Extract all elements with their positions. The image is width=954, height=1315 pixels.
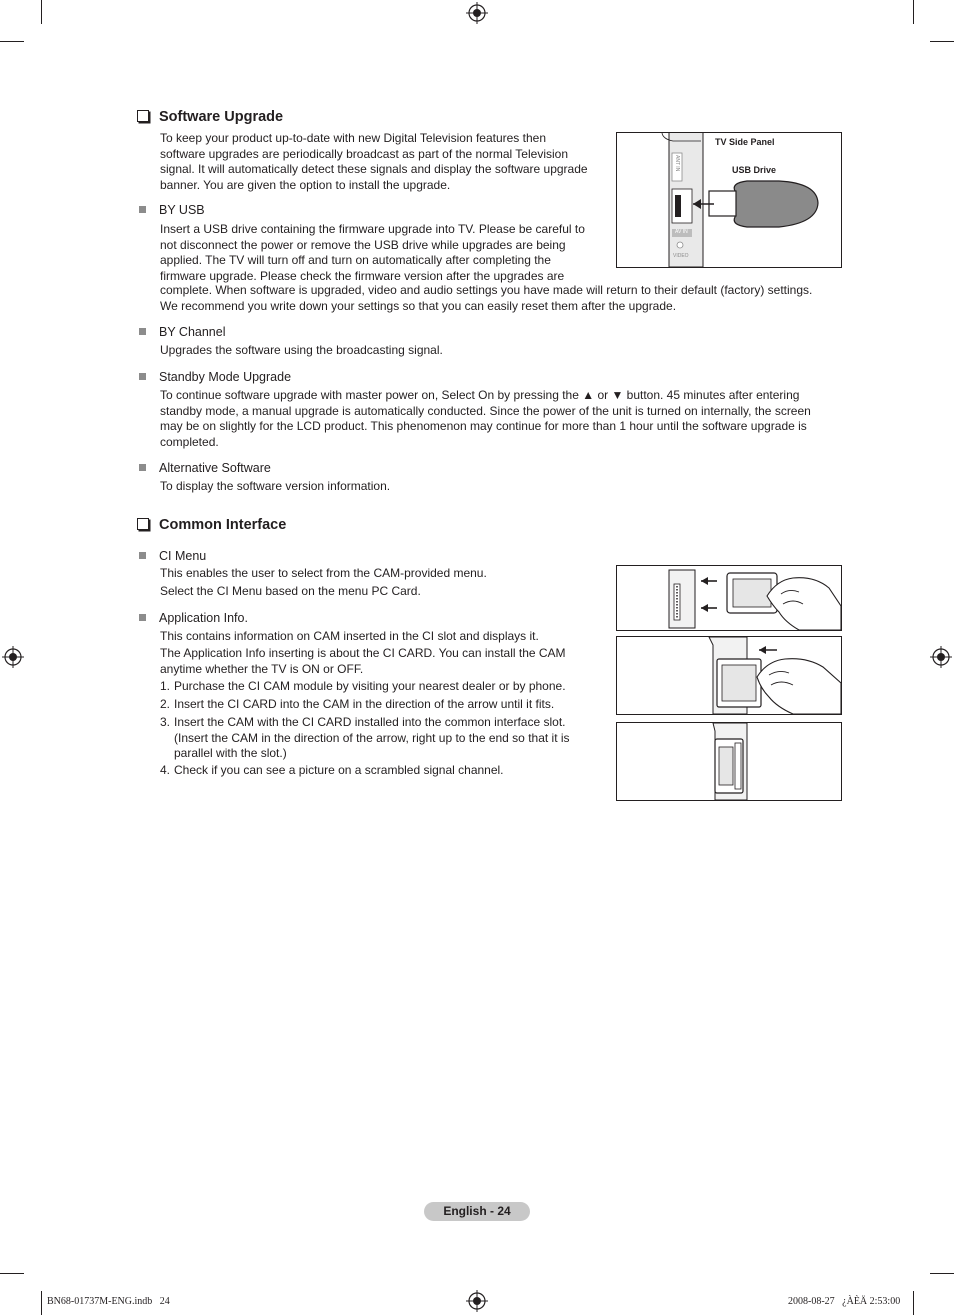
ci-figure-2 xyxy=(616,636,842,715)
software-upgrade-intro: To keep your product up-to-date with new Digital Television features then software upgrades are periodically broadcast as part of the normal Television signal. It will automatically detect these signals and display the software upgrade banner. You are given the option to install the upgrade. xyxy=(160,131,588,192)
square-bullet-icon xyxy=(139,328,146,335)
bullet-by-usb: BY USB xyxy=(139,203,205,217)
cam-installed-illustration xyxy=(617,723,841,800)
by-usb-text: Insert a USB drive containing the firmware upgrade into TV. Please be careful to not disconnect the power or remove the USB drive while upgrades are being applied. The TV will turn off and turn on automatically after completing the firmware upgrade. Please check the firmware version after the upgrades are xyxy=(160,222,585,283)
usb-figure xyxy=(616,132,842,268)
app-info-line-2: The Application Info inserting is about the CI CARD. You can install the CAM anytime whether the TV is ON or OFF. xyxy=(160,646,566,676)
standby-text: To continue software upgrade with master power on, Select On by pressing the ▲ or ▼ button. 45 minutes after entering standby mode, a manual upgrade is automatically conducted. Since the power of the unit is turned on internally, the screen may be on slightly for the LCD product. This phenomenon may continue for more than 1 hour until the software upgrade is completed. xyxy=(160,388,811,449)
usb-drive-label: USB Drive xyxy=(732,165,777,175)
ci-figure-1 xyxy=(616,565,842,631)
page-number-badge: English - 24 xyxy=(424,1202,530,1221)
cam-card-insert-illustration xyxy=(617,566,841,630)
section-heading-common-interface: Common Interface xyxy=(137,517,286,533)
list-item: 4. Check if you can see a picture on a scrambled signal channel. xyxy=(160,763,504,777)
square-bullet-icon xyxy=(139,206,146,213)
ci-figure-3 xyxy=(616,722,842,801)
ci-menu-line-2: Select the CI Menu based on the menu PC Card. xyxy=(160,584,421,598)
crop-mark xyxy=(0,41,24,42)
crop-mark xyxy=(930,1273,954,1274)
crop-mark xyxy=(913,1291,914,1315)
square-bullet-icon xyxy=(139,552,146,559)
print-slug-right: 2008-08-27 ¿ÀÈÄ 2:53:00 xyxy=(788,1296,901,1307)
bullet-alternative-software: Alternative Software xyxy=(139,461,271,475)
list-item: 3. Insert the CAM with the CI CARD installed into the common interface slot. (Insert the CAM in the direction of the arrow, right up to the end so that it is parallel with the slot.) xyxy=(160,715,570,760)
print-slug-left: BN68-01737M-ENG.indb 24 xyxy=(47,1296,170,1307)
crop-mark xyxy=(41,1291,42,1315)
tv-side-panel-illustration xyxy=(617,133,841,267)
crop-mark xyxy=(930,41,954,42)
cam-slot-insert-illustration xyxy=(617,637,841,714)
ci-menu-line-1: This enables the user to select from the CAM-provided menu. xyxy=(160,566,487,580)
crop-mark xyxy=(0,1273,24,1274)
registration-mark-icon xyxy=(2,646,24,668)
port-label-ant: ANT IN xyxy=(674,155,680,172)
bullet-standby-mode-upgrade: Standby Mode Upgrade xyxy=(139,370,291,384)
section-heading-software-upgrade: Software Upgrade xyxy=(137,109,283,125)
crop-mark xyxy=(913,0,914,24)
bullet-by-channel: BY Channel xyxy=(139,325,226,339)
by-channel-text: Upgrades the software using the broadcasting signal. xyxy=(160,343,443,357)
registration-mark-icon xyxy=(930,646,952,668)
port-label-av: AV IN xyxy=(675,229,688,235)
app-info-line-1: This contains information on CAM inserted in the CI slot and displays it. xyxy=(160,629,539,643)
checkbox-bullet-icon xyxy=(137,110,149,122)
square-bullet-icon xyxy=(139,464,146,471)
square-bullet-icon xyxy=(139,614,146,621)
registration-mark-icon xyxy=(466,2,488,24)
bullet-application-info: Application Info. xyxy=(139,611,248,625)
square-bullet-icon xyxy=(139,373,146,380)
list-item: 2. Insert the CI CARD into the CAM in the direction of the arrow until it fits. xyxy=(160,697,555,711)
alternative-software-text: To display the software version information. xyxy=(160,479,391,493)
registration-mark-icon xyxy=(466,1290,488,1312)
bullet-ci-menu: CI Menu xyxy=(139,549,206,563)
checkbox-bullet-icon xyxy=(137,518,149,530)
list-item: 1. Purchase the CI CAM module by visiting your nearest dealer or by phone. xyxy=(160,679,566,693)
tv-side-panel-label: TV Side Panel xyxy=(715,137,775,147)
crop-mark xyxy=(41,0,42,24)
by-usb-text-continued: complete. When software is upgraded, video and audio settings you have made will return to their default (factory) settings. We recommend you write down your settings so that you can easily reset them after the upgrade. xyxy=(160,283,813,313)
port-label-video: VIDEO xyxy=(673,253,689,259)
